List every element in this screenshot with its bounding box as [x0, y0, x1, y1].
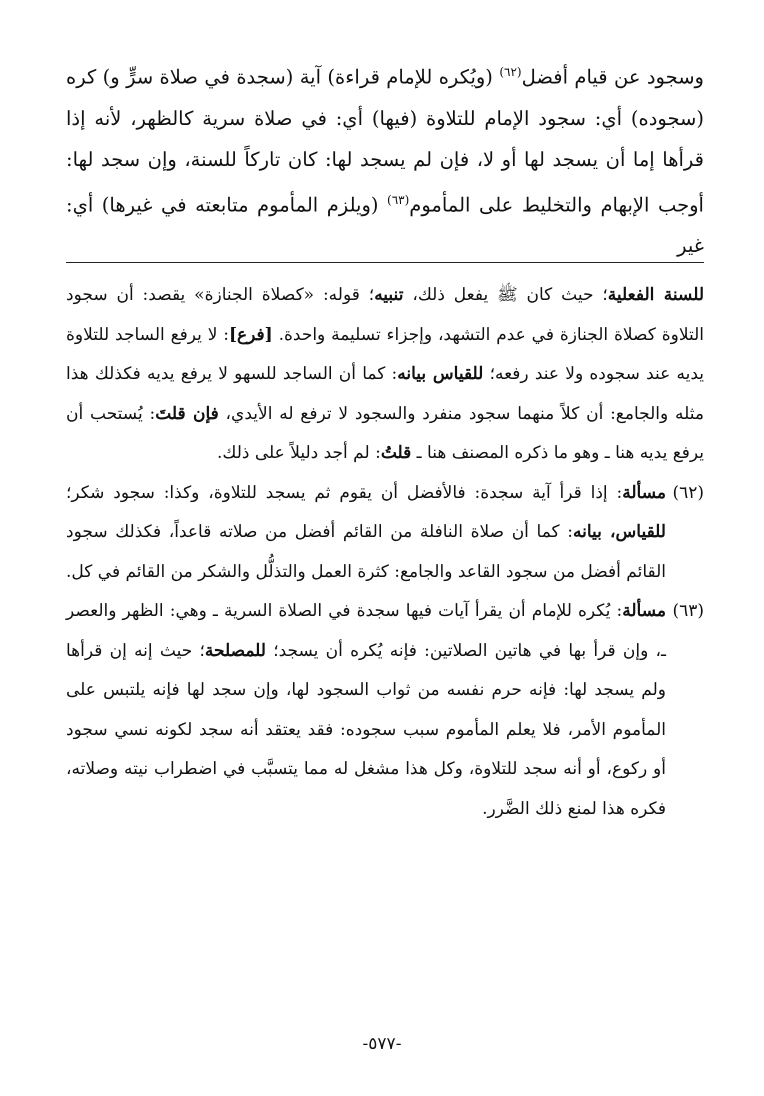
main-paragraph: وسجود عن قيام أفضل$^{(٦٢)}$ (ويُكره للإمام قراءة) آية (سجدة في صلاة سرٍّ و) كره (سجوده) أي: سجود الإمام للتلاوة (فيها) أي: في صلاة سرية كالظهر، لأنه إذا قرأها إما أن يسجد لها أو لا، فإن لم يسجد لها: كان تاركاً للسنة، وإن سجد لها: أوجب الإبهام والتخليط على المأموم$^{(٦٣)}$ (ويلزم المأموم متابعته في غيرها) أي: غير	[66, 65, 704, 257]
footnote-number: (٦٢)	[672, 482, 704, 503]
footnotes	[66, 276, 704, 829]
footnote-62: (٦٢) مسألة: إذا قرأ آية سجدة: فالأفضل أن يقوم ثم يسجد للتلاوة، وكذا: سجود شكر؛ للقياس، بيانه: كما أن صلاة النافلة من القائم أفضل من صلاته قاعداً، فكذلك سجود القائم أفضل من سجود القاعد والجامع: كثرة العمل والتذلُّل والشكر من القائم في كل.	[66, 474, 704, 593]
footnote-ref-62[interactable]: (٦٢)	[499, 65, 522, 79]
main-text	[66, 52, 704, 266]
footnote-63: (٦٣) مسألة: يُكره للإمام أن يقرأ آيات فيها سجدة في الصلاة السرية ـ وهي: الظهر والعصر ـ، وإن قرأ بها في هاتين الصلاتين: فإنه يُكره أن يسجد؛ للمصلحة؛ حيث إنه إن قرأها ولم يسجد لها: فإنه حرم نفسه من ثواب السجود لها، وإن سجد لها فإنه يلتبس على المأموم الأمر، فلا يعلم المأموم سبب سجوده: فقد يعتقد أنه سجد لكونه نسي سجود أو ركوع، أو أنه سجد للتلاوة، وكل هذا مشغل له مما يتسبَّب في اضطراب نيته وصلاته، فكره هذا لمنع ذلك الضَّرر.	[66, 592, 704, 829]
footnote-continuation: للسنة الفعلية؛ حيث كان ﷺ يفعل ذلك، تنبيه؛ قوله: «كصلاة الجنازة» يقصد: أن سجود التلاوة كصلاة الجنازة في عدم التشهد، وإجزاء تسليمة واحدة. [فرع]: لا يرفع الساجد للتلاوة يديه عند سجوده ولا عند رفعه؛ للقياس بيانه: كما أن الساجد للسهو لا يرفع يديه فكذلك هذا مثله والجامع: أن كلاً منهما سجود منفرد والسجود لا ترفع له الأيدي، فإن قلتَ: يُستحب أن يرفع يديه هنا ـ وهو ما ذكره المصنف هنا ـ قلتُ: لم أجد دليلاً على ذلك.	[66, 285, 704, 463]
footnote-ref-63[interactable]: (٦٣)	[387, 192, 410, 207]
page-number: -٥٧٧-	[362, 1034, 402, 1054]
footnote-separator	[66, 262, 704, 263]
footnote-number: (٦٣)	[672, 601, 704, 621]
